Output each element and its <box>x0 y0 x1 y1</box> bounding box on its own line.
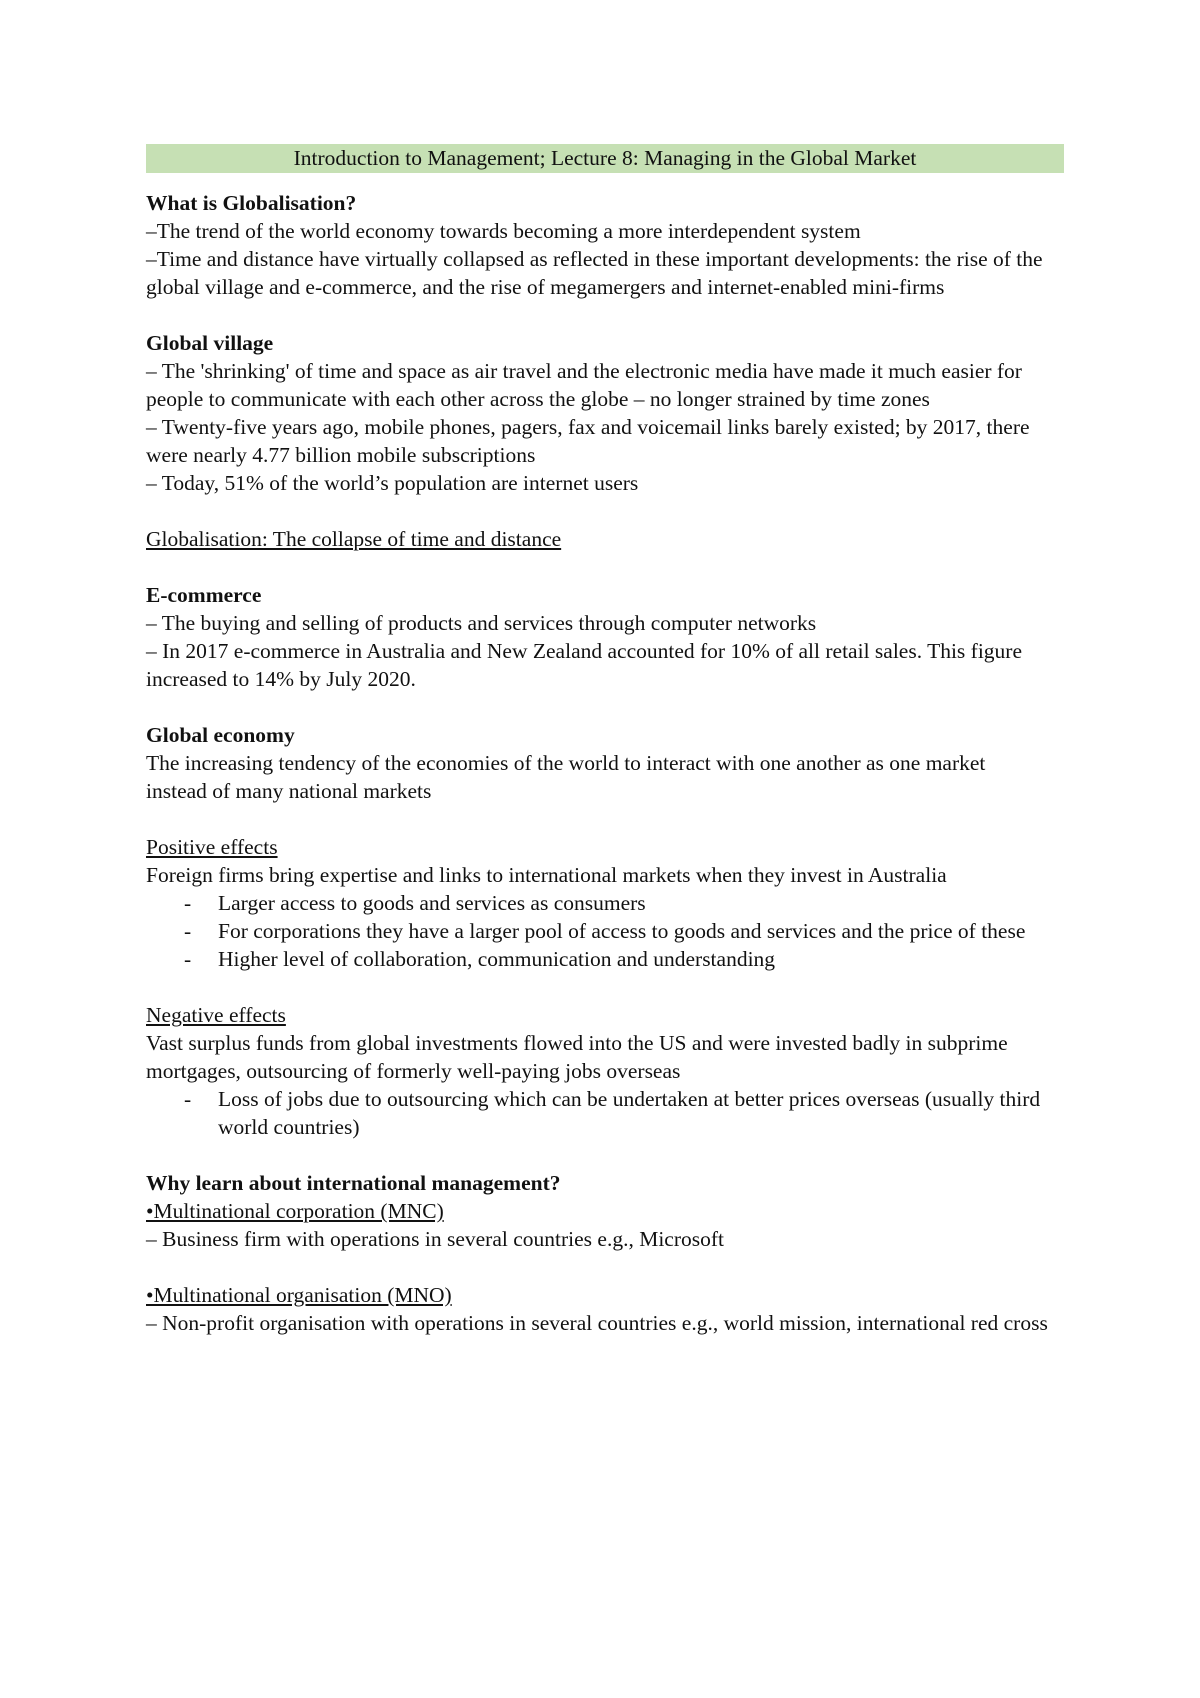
list-item <box>146 945 1064 973</box>
list-item-text: For corporations they have a larger pool of access to goods and services and the price of these <box>218 919 1026 943</box>
list-item-text: Higher level of collaboration, communication and understanding <box>218 947 776 971</box>
paragraph: – Twenty-five years ago, mobile phones, pagers, fax and voicemail links barely existed; by 2017, there were nearly 4.77 billion mobile subscriptions <box>146 415 1030 467</box>
bullet-dash: - <box>184 919 192 943</box>
list-item-text: Larger access to goods and services as consumers <box>218 891 646 915</box>
section-heading: Global village <box>146 331 274 355</box>
subheading-mno: •Multinational organisation (MNO) <box>146 1283 452 1307</box>
paragraph: – In 2017 e-commerce in Australia and New Zealand accounted for 10% of all retail sales. This figure increased to 14% by July 2020. <box>146 639 1023 691</box>
paragraph: –Time and distance have virtually collapsed as reflected in these important developments: the rise of the global village and e-commerce, and the rise of megamergers and internet-enabled mini-firms <box>146 247 1043 299</box>
list-item-text: Loss of jobs due to outsourcing which can be undertaken at better prices overseas (usually third world countries) <box>218 1087 1041 1139</box>
section-global-village <box>146 329 1064 497</box>
section-global-economy <box>146 721 1064 805</box>
subheading-collapse: Globalisation: The collapse of time and distance <box>146 527 562 551</box>
subheading-positive: Positive effects <box>146 835 278 859</box>
paragraph: The increasing tendency of the economies of the world to interact with one another as one market instead of many national markets <box>146 751 986 803</box>
bullet-dash: - <box>184 1087 192 1111</box>
list-item <box>146 917 1064 945</box>
subheading-negative: Negative effects <box>146 1003 286 1027</box>
list-item <box>146 889 1064 917</box>
section-collapse <box>146 525 1064 553</box>
section-negative-effects <box>146 1001 1064 1141</box>
bullet-list <box>146 1085 1064 1141</box>
section-heading: What is Globalisation? <box>146 191 357 215</box>
section-heading: Why learn about international management? <box>146 1171 561 1195</box>
paragraph: – Business firm with operations in several countries e.g., Microsoft <box>146 1227 725 1251</box>
paragraph: Vast surplus funds from global investments flowed into the US and were invested badly in subprime mortgages, outsourcing of formerly well-paying jobs overseas <box>146 1031 1008 1083</box>
section-why-learn <box>146 1169 1064 1253</box>
list-item <box>146 1085 1064 1141</box>
subheading-mnc: •Multinational corporation (MNC) <box>146 1199 444 1223</box>
section-heading: E-commerce <box>146 583 262 607</box>
section-heading: Global economy <box>146 723 295 747</box>
document-title: Introduction to Management; Lecture 8: Managing in the Global Market <box>146 144 1064 173</box>
paragraph: – Today, 51% of the world’s population are internet users <box>146 471 639 495</box>
paragraph: – The buying and selling of products and services through computer networks <box>146 611 817 635</box>
paragraph: – Non-profit organisation with operations in several countries e.g., world mission, international red cross <box>146 1311 1048 1335</box>
bullet-dash: - <box>184 891 192 915</box>
bullet-dash: - <box>184 947 192 971</box>
section-mno <box>146 1281 1064 1337</box>
document-page <box>146 144 1064 1365</box>
bullet-list <box>146 889 1064 973</box>
paragraph: – The 'shrinking' of time and space as air travel and the electronic media have made it much easier for people to communicate with each other across the globe – no longer strained by time zones <box>146 359 1022 411</box>
paragraph: –The trend of the world economy towards becoming a more interdependent system <box>146 219 861 243</box>
section-ecommerce <box>146 581 1064 693</box>
section-globalisation <box>146 189 1064 301</box>
paragraph: Foreign firms bring expertise and links to international markets when they invest in Australia <box>146 863 947 887</box>
section-positive-effects <box>146 833 1064 973</box>
